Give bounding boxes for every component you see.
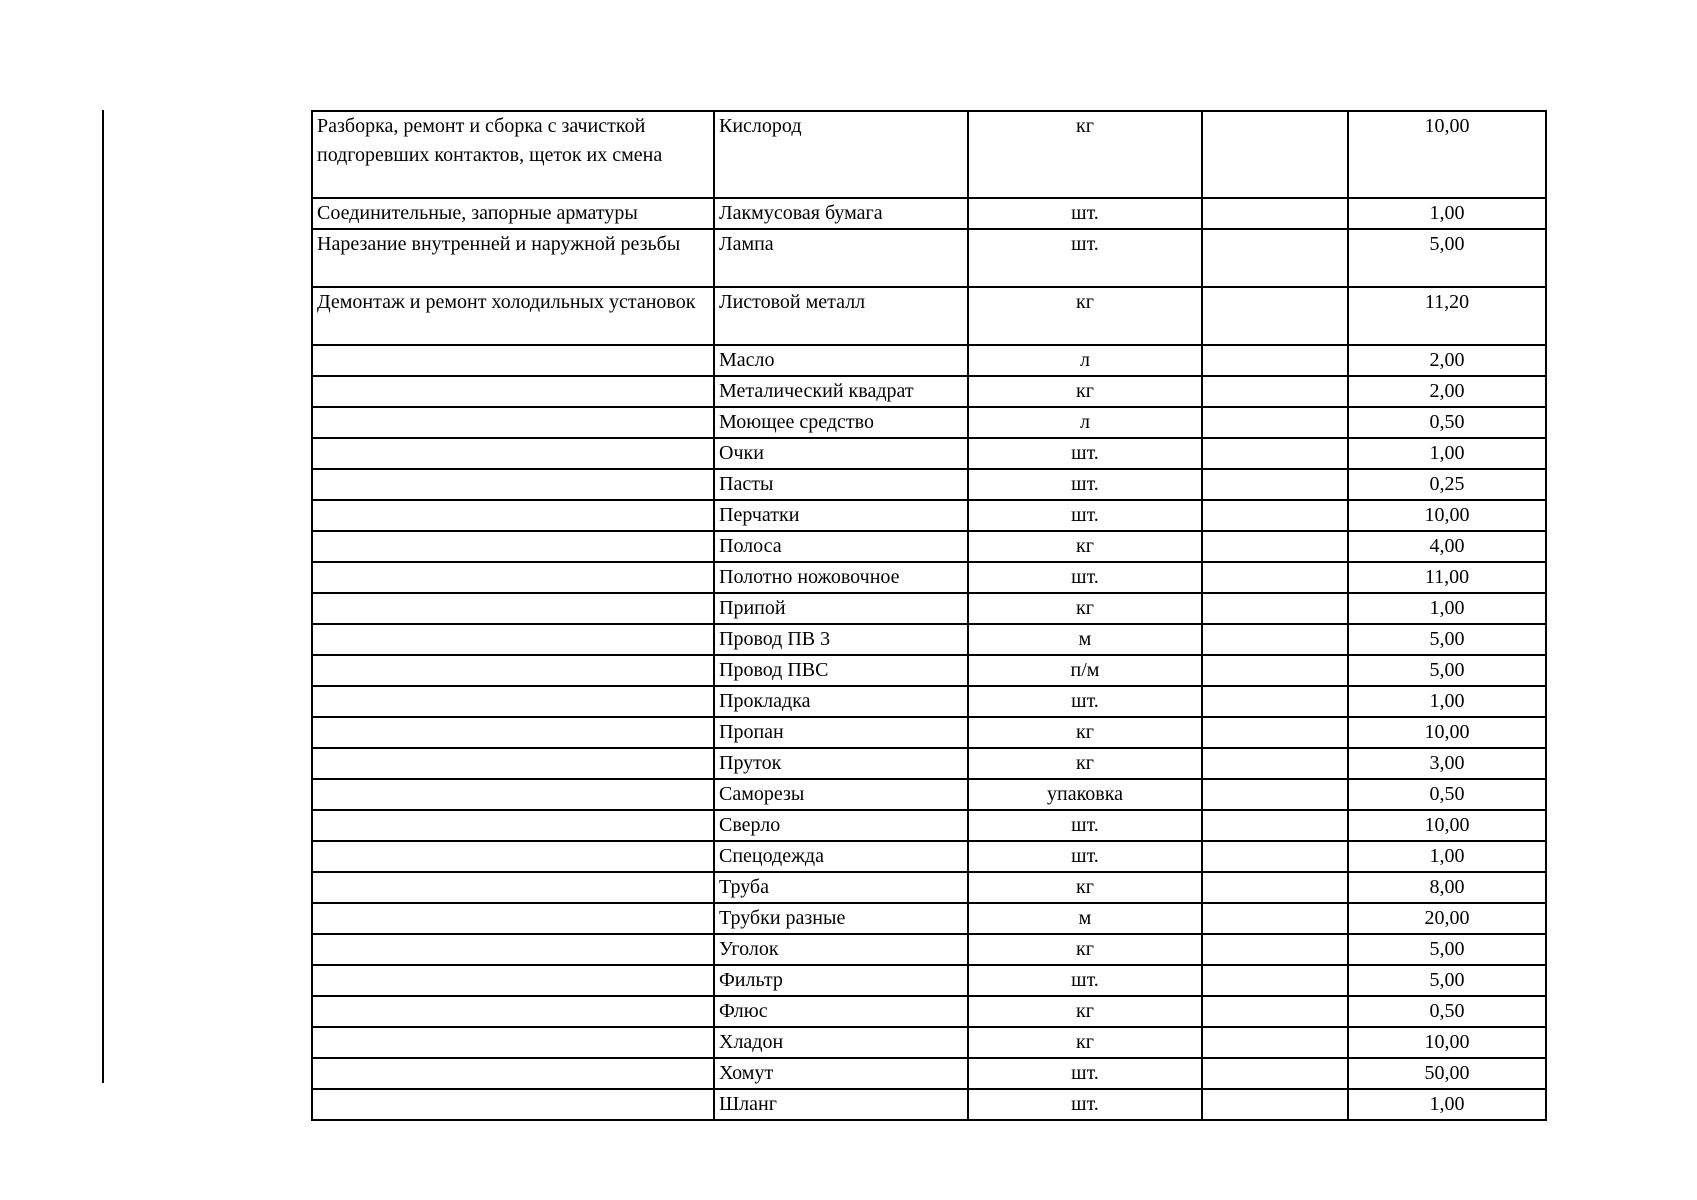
unit-cell: кг xyxy=(968,531,1202,562)
quantity-cell: 5,00 xyxy=(1348,229,1546,287)
material-name-cell: Труба xyxy=(714,872,968,903)
material-name-cell: Уголок xyxy=(714,934,968,965)
quantity-cell: 1,00 xyxy=(1348,438,1546,469)
work-description-cell xyxy=(312,593,714,624)
work-description-cell xyxy=(312,779,714,810)
quantity-cell: 2,00 xyxy=(1348,345,1546,376)
table-row xyxy=(312,593,1546,624)
quantity-cell: 2,00 xyxy=(1348,376,1546,407)
quantity-cell: 11,20 xyxy=(1348,287,1546,345)
unit-cell: шт. xyxy=(968,229,1202,287)
work-description-cell xyxy=(312,438,714,469)
work-description-cell: Соединительные, запорные арматуры xyxy=(312,198,714,229)
empty-cell xyxy=(1202,407,1348,438)
quantity-cell: 5,00 xyxy=(1348,624,1546,655)
work-description-cell xyxy=(312,903,714,934)
quantity-cell: 20,00 xyxy=(1348,903,1546,934)
quantity-cell: 0,50 xyxy=(1348,996,1546,1027)
table-row xyxy=(312,407,1546,438)
work-description-cell xyxy=(312,624,714,655)
work-description-cell xyxy=(312,965,714,996)
empty-cell xyxy=(1202,500,1348,531)
quantity-cell: 1,00 xyxy=(1348,686,1546,717)
unit-cell: м xyxy=(968,903,1202,934)
unit-cell: п/м xyxy=(968,655,1202,686)
unit-cell: упаковка xyxy=(968,779,1202,810)
unit-cell: шт. xyxy=(968,438,1202,469)
unit-cell: л xyxy=(968,407,1202,438)
empty-cell xyxy=(1202,996,1348,1027)
empty-cell xyxy=(1202,1027,1348,1058)
material-name-cell: Перчатки xyxy=(714,500,968,531)
table-row xyxy=(312,717,1546,748)
material-name-cell: Провод ПВ 3 xyxy=(714,624,968,655)
empty-cell xyxy=(1202,562,1348,593)
quantity-cell: 10,00 xyxy=(1348,810,1546,841)
empty-cell xyxy=(1202,469,1348,500)
table-row xyxy=(312,1027,1546,1058)
unit-cell: шт. xyxy=(968,198,1202,229)
unit-cell: шт. xyxy=(968,841,1202,872)
work-description-cell xyxy=(312,686,714,717)
table-row xyxy=(312,111,1546,198)
material-name-cell: Моющее средство xyxy=(714,407,968,438)
material-name-cell: Кислород xyxy=(714,111,968,198)
material-name-cell: Масло xyxy=(714,345,968,376)
unit-cell: кг xyxy=(968,111,1202,198)
table-row xyxy=(312,779,1546,810)
material-name-cell: Листовой металл xyxy=(714,287,968,345)
quantity-cell: 10,00 xyxy=(1348,500,1546,531)
table-row xyxy=(312,1089,1546,1120)
material-name-cell: Флюс xyxy=(714,996,968,1027)
material-name-cell: Прокладка xyxy=(714,686,968,717)
table-row xyxy=(312,562,1546,593)
material-name-cell: Провод ПВС xyxy=(714,655,968,686)
table-row xyxy=(312,996,1546,1027)
table-row xyxy=(312,500,1546,531)
work-description-cell xyxy=(312,748,714,779)
work-description-cell xyxy=(312,500,714,531)
work-description-cell: Разборка, ремонт и сборка с зачисткой подгоревших контактов, щеток их смена xyxy=(312,111,714,198)
unit-cell: шт. xyxy=(968,810,1202,841)
quantity-cell: 0,50 xyxy=(1348,779,1546,810)
unit-cell: шт. xyxy=(968,1089,1202,1120)
margin-line xyxy=(102,110,104,1083)
material-name-cell: Хладон xyxy=(714,1027,968,1058)
material-name-cell: Трубки разные xyxy=(714,903,968,934)
work-description-cell xyxy=(312,872,714,903)
table-row xyxy=(312,810,1546,841)
work-description-cell xyxy=(312,562,714,593)
unit-cell: кг xyxy=(968,748,1202,779)
table-row xyxy=(312,1058,1546,1089)
material-name-cell: Фильтр xyxy=(714,965,968,996)
material-name-cell: Сверло xyxy=(714,810,968,841)
empty-cell xyxy=(1202,934,1348,965)
table-row xyxy=(312,872,1546,903)
quantity-cell: 11,00 xyxy=(1348,562,1546,593)
work-description-cell xyxy=(312,407,714,438)
material-name-cell: Шланг xyxy=(714,1089,968,1120)
empty-cell xyxy=(1202,531,1348,562)
material-name-cell: Саморезы xyxy=(714,779,968,810)
table-row xyxy=(312,376,1546,407)
table-row xyxy=(312,655,1546,686)
material-name-cell: Пруток xyxy=(714,748,968,779)
unit-cell: шт. xyxy=(968,500,1202,531)
empty-cell xyxy=(1202,376,1348,407)
quantity-cell: 10,00 xyxy=(1348,717,1546,748)
material-name-cell: Очки xyxy=(714,438,968,469)
work-description-cell: Демонтаж и ремонт холодильных установок xyxy=(312,287,714,345)
unit-cell: м xyxy=(968,624,1202,655)
quantity-cell: 8,00 xyxy=(1348,872,1546,903)
table-row xyxy=(312,841,1546,872)
unit-cell: кг xyxy=(968,996,1202,1027)
material-name-cell: Хомут xyxy=(714,1058,968,1089)
work-description-cell: Нарезание внутренней и наружной резьбы xyxy=(312,229,714,287)
material-name-cell: Полотно ножовочное xyxy=(714,562,968,593)
work-description-cell xyxy=(312,1089,714,1120)
quantity-cell: 1,00 xyxy=(1348,841,1546,872)
table-row xyxy=(312,748,1546,779)
empty-cell xyxy=(1202,111,1348,198)
empty-cell xyxy=(1202,965,1348,996)
unit-cell: кг xyxy=(968,872,1202,903)
work-description-cell xyxy=(312,996,714,1027)
quantity-cell: 5,00 xyxy=(1348,965,1546,996)
work-description-cell xyxy=(312,810,714,841)
table-row xyxy=(312,965,1546,996)
unit-cell: кг xyxy=(968,376,1202,407)
unit-cell: шт. xyxy=(968,562,1202,593)
quantity-cell: 0,50 xyxy=(1348,407,1546,438)
empty-cell xyxy=(1202,593,1348,624)
material-name-cell: Лампа xyxy=(714,229,968,287)
quantity-cell: 1,00 xyxy=(1348,1089,1546,1120)
empty-cell xyxy=(1202,287,1348,345)
empty-cell xyxy=(1202,229,1348,287)
unit-cell: кг xyxy=(968,717,1202,748)
empty-cell xyxy=(1202,1058,1348,1089)
table-row xyxy=(312,229,1546,287)
quantity-cell: 50,00 xyxy=(1348,1058,1546,1089)
empty-cell xyxy=(1202,1089,1348,1120)
quantity-cell: 10,00 xyxy=(1348,111,1546,198)
material-name-cell: Пасты xyxy=(714,469,968,500)
empty-cell xyxy=(1202,686,1348,717)
table-row xyxy=(312,624,1546,655)
table-row xyxy=(312,531,1546,562)
materials-table xyxy=(311,110,1547,1121)
work-description-cell xyxy=(312,655,714,686)
empty-cell xyxy=(1202,841,1348,872)
empty-cell xyxy=(1202,748,1348,779)
material-name-cell: Припой xyxy=(714,593,968,624)
work-description-cell xyxy=(312,345,714,376)
empty-cell xyxy=(1202,655,1348,686)
empty-cell xyxy=(1202,779,1348,810)
empty-cell xyxy=(1202,903,1348,934)
empty-cell xyxy=(1202,345,1348,376)
quantity-cell: 1,00 xyxy=(1348,198,1546,229)
unit-cell: шт. xyxy=(968,1058,1202,1089)
material-name-cell: Металический квадрат xyxy=(714,376,968,407)
empty-cell xyxy=(1202,624,1348,655)
table-row xyxy=(312,686,1546,717)
unit-cell: кг xyxy=(968,1027,1202,1058)
table-body xyxy=(312,111,1546,1120)
quantity-cell: 5,00 xyxy=(1348,934,1546,965)
table-row xyxy=(312,345,1546,376)
table-row xyxy=(312,469,1546,500)
unit-cell: шт. xyxy=(968,469,1202,500)
empty-cell xyxy=(1202,198,1348,229)
work-description-cell xyxy=(312,1058,714,1089)
table-row xyxy=(312,934,1546,965)
quantity-cell: 10,00 xyxy=(1348,1027,1546,1058)
unit-cell: кг xyxy=(968,593,1202,624)
work-description-cell xyxy=(312,934,714,965)
unit-cell: шт. xyxy=(968,965,1202,996)
quantity-cell: 1,00 xyxy=(1348,593,1546,624)
material-name-cell: Полоса xyxy=(714,531,968,562)
table-row xyxy=(312,198,1546,229)
unit-cell: кг xyxy=(968,287,1202,345)
empty-cell xyxy=(1202,872,1348,903)
table-row xyxy=(312,903,1546,934)
work-description-cell xyxy=(312,469,714,500)
unit-cell: кг xyxy=(968,934,1202,965)
unit-cell: л xyxy=(968,345,1202,376)
work-description-cell xyxy=(312,531,714,562)
work-description-cell xyxy=(312,841,714,872)
quantity-cell: 0,25 xyxy=(1348,469,1546,500)
empty-cell xyxy=(1202,717,1348,748)
empty-cell xyxy=(1202,438,1348,469)
material-name-cell: Спецодежда xyxy=(714,841,968,872)
work-description-cell xyxy=(312,717,714,748)
unit-cell: шт. xyxy=(968,686,1202,717)
quantity-cell: 5,00 xyxy=(1348,655,1546,686)
material-name-cell: Пропан xyxy=(714,717,968,748)
material-name-cell: Лакмусовая бумага xyxy=(714,198,968,229)
quantity-cell: 4,00 xyxy=(1348,531,1546,562)
empty-cell xyxy=(1202,810,1348,841)
table-row xyxy=(312,438,1546,469)
work-description-cell xyxy=(312,1027,714,1058)
work-description-cell xyxy=(312,376,714,407)
table-row xyxy=(312,287,1546,345)
quantity-cell: 3,00 xyxy=(1348,748,1546,779)
